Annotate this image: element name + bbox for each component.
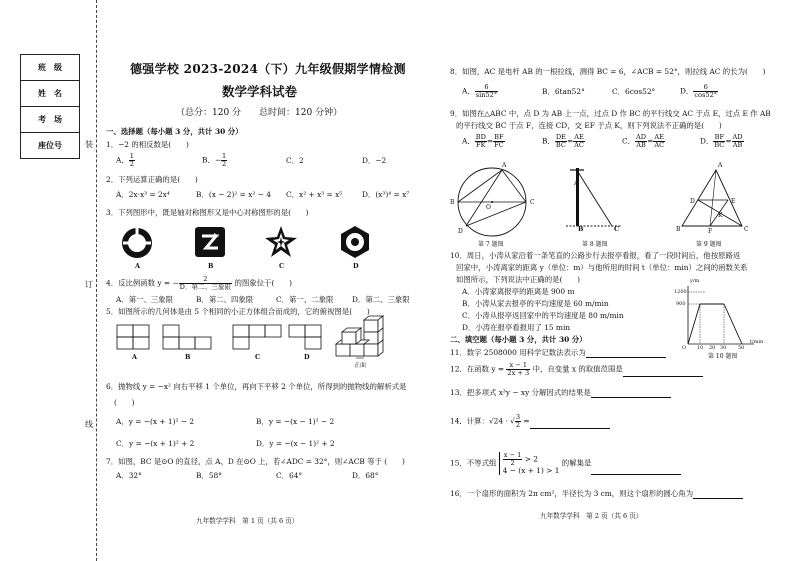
exam-room-label: 考 场 xyxy=(21,107,80,133)
q1-option-a: A． $\frac{1}{2}$ xyxy=(116,152,134,168)
q7-option-c: C．64° xyxy=(276,471,303,480)
q3-figure-a xyxy=(120,226,154,260)
fig7-label-c: C xyxy=(530,199,535,206)
seat-number-label: 座位号 xyxy=(21,133,80,159)
fig9-label-k: K xyxy=(718,212,723,219)
q8-option-b: B．6tan52° xyxy=(542,87,585,96)
q3-figure-d xyxy=(338,225,372,259)
q5-view-d xyxy=(288,324,324,352)
fig10-x-label: t/min xyxy=(750,339,764,345)
fig7-circle-diagram xyxy=(454,162,530,238)
q6-option-c: C．y = −(x + 1)² + 2 xyxy=(116,439,195,448)
fig9-label-b: B xyxy=(676,226,681,233)
q1-stem: 1．−2 的相反数是( ) xyxy=(106,140,189,149)
q6-stem-line2: ( ) xyxy=(114,398,135,407)
q2-option-c: C．x² + x³ = x⁵ xyxy=(286,190,343,199)
fig10-x-tick-30: 30 xyxy=(720,345,727,351)
fig10-x-tick-20: 20 xyxy=(709,345,716,351)
fig10-x-tick-50: 50 xyxy=(738,345,745,351)
exam-title: 德强学校 2023-2024（下）九年级假期学情检测 xyxy=(130,62,406,76)
q15: 15．不等式组 $\frac{x - 1}{2}$ > 2 4 − (x + 1) > 1 的解集是 xyxy=(450,452,681,475)
q8-option-d: D． $\frac{6}{\cos 52^\circ}$ xyxy=(680,83,718,99)
fig8-label-a: A xyxy=(574,179,579,187)
fig10-y-label: y/m xyxy=(690,278,700,284)
q1-option-b: B．− $\frac{1}{2}$ xyxy=(202,152,227,168)
q3-figure-b xyxy=(194,226,226,258)
q10-option-d: D．小涛在报亭看报用了 15 min xyxy=(462,323,571,332)
q10-stem-line1: 10．周日，小涛从家沿着一条笔直的公路步行去报亭看报，看了一段时间后，他按原路返 xyxy=(450,251,741,260)
q3-label-c: C xyxy=(279,262,285,270)
q5-label-d: D xyxy=(304,353,310,361)
page-2-footer: 九年数学学科 第 2 页（共 6 页） xyxy=(540,512,643,520)
q10-option-b: B．小涛从家去报亭的平均速度是 60 m/min xyxy=(462,299,609,308)
q4-stem: 4．反比例函数 y = − $\frac{2}{\text{D．第二、三象限}}$ 的图象位于( ) xyxy=(106,275,292,291)
q1-option-c: C．2 xyxy=(286,156,304,165)
q6-option-a: A．y = −(x + 1)² − 2 xyxy=(116,417,195,426)
q5-label-b: B xyxy=(185,353,191,361)
q4-option-b: B．第二、四象限 xyxy=(196,295,254,304)
q9-option-c: C． $\frac{AD}{AB}$ = $\frac{AE}{AC}$ xyxy=(622,133,665,149)
q11: 11．数字 2508000 用科学记数法表示为 xyxy=(450,348,666,358)
fig10-origin: O xyxy=(682,345,687,351)
q3-figure-c xyxy=(264,225,298,259)
fig8-pole-diagram xyxy=(566,164,622,230)
q4-option-c: C．第一、二象限 xyxy=(276,295,334,304)
q10-option-a: A．小涛家离报亭的距离是 900 m xyxy=(462,287,575,296)
q9-option-a: A． $\frac{BD}{FK}$ = $\frac{BF}{FC}$ xyxy=(462,133,504,149)
name-label: 姓 名 xyxy=(21,81,80,107)
q2-option-d: D．(x³)⁴ = x⁷ xyxy=(362,190,410,199)
q2-stem: 2．下列运算正确的是( ) xyxy=(106,175,198,184)
fig10-y-tick-1200: 1200 xyxy=(674,289,687,295)
student-info-table xyxy=(20,54,80,159)
q5-solid-figure xyxy=(334,316,396,362)
q7-option-b: B．58° xyxy=(196,471,222,480)
q2-option-a: A．2x·x³ = 2x⁴ xyxy=(116,190,170,199)
q3-label-a: A xyxy=(135,262,140,270)
fig9-label-a: A xyxy=(718,162,723,169)
q2-option-b: B．(x − 2)² = x² − 4 xyxy=(196,190,271,199)
fig7-label-o: O xyxy=(486,204,491,211)
fig10-y-tick-900: 900 xyxy=(676,301,686,307)
fig9-label-d: D xyxy=(690,198,695,205)
q1-option-d: D．−2 xyxy=(362,156,387,165)
exam-meta: （总分：120 分 总时间：120 分钟） xyxy=(176,108,343,118)
q5-label-c: C xyxy=(255,353,261,361)
section-1-title: 一、选择题（每小题 3 分，共计 30 分） xyxy=(106,127,243,136)
fig9-caption: 第 9 题图 xyxy=(696,241,722,248)
seal-char-3: 线 xyxy=(85,420,93,429)
q6-stem-line1: 6．抛物线 y = −x² 向右平移 1 个单位，再向下平移 2 个单位，所得到的抛物线的解析式是 xyxy=(106,382,407,391)
q10-stem-line3: 如图所示，下列说法中正确的是( ) xyxy=(456,275,581,284)
q14: 14．计算：√24 · √ $\frac{3}{2}$ = xyxy=(450,414,610,429)
q7-stem: 7．如图，BC 是⊙O 的直径，点 A、D 在⊙O 上，若∠ADC = 32°，则∠ACB 等于 ( ) xyxy=(106,457,405,466)
q5-stem: 5．如图所示的几何体是由 5 个相同的小正方体组合而成的，它的俯视图是( ) xyxy=(106,307,370,316)
q9-stem-line2: 的平行线交 BC 于点 F，连接 CD，交 EF 于点 K，则下列说法不正确的是( ) xyxy=(456,121,722,130)
fig10-caption: 第 10 题图 xyxy=(708,353,738,360)
fig10-x-tick-10: 10 xyxy=(697,345,704,351)
q5-view-a xyxy=(116,324,152,352)
q3-label-d: D xyxy=(353,262,359,270)
q8-option-c: C．6cos52° xyxy=(612,87,656,96)
q16: 16．一个扇形的面积为 2π cm²，半径长为 3 cm，则这个扇形的圆心角为 xyxy=(450,489,743,499)
q12: 12．在函数 y = $\frac{x - 1}{2x + 3}$ 中，自变量 x 的取值范围是 xyxy=(450,362,703,377)
q9-option-b: B． $\frac{DE}{BC}$ = $\frac{AE}{AC}$ xyxy=(542,133,584,149)
q4-option-d: D．第二、三象限 xyxy=(352,295,410,304)
q8-option-a: A． $\frac{6}{\sin 52^\circ}$ xyxy=(462,83,498,99)
q5-front-label: 正面 xyxy=(354,362,367,369)
exam-subtitle: 数学学科试卷 xyxy=(222,84,298,99)
q13: 13．把多项式 x³y − xy 分解因式的结果是 xyxy=(450,388,671,398)
q4-option-a: A．第一、三象限 xyxy=(116,295,174,304)
q3-stem: 3．下列图形中，既是轴对称图形又是中心对称图形的是( ) xyxy=(106,208,309,217)
section-2-title: 二、填空题（每小题 3 分，共计 30 分） xyxy=(450,335,587,344)
q7-option-d: D．68° xyxy=(352,471,379,480)
q5-label-a: A xyxy=(132,353,137,361)
fig8-caption: 第 8 题图 xyxy=(582,241,608,248)
q8-stem: 8．如图，AC 是电杆 AB 的一根拉线，测得 BC = 6，∠ACB = 52°，则拉线 AC 的长为( ) xyxy=(450,67,766,76)
q10-stem-line2: 回家中，小涛离家的距离 y（单位：m）与他所用的时间 t（单位：min）之间的函数关系 xyxy=(456,263,748,272)
seal-char-2: 订 xyxy=(85,280,93,289)
q6-option-d: D．y = −(x − 1)² + 2 xyxy=(256,439,335,448)
fig9-label-f: F xyxy=(708,228,713,235)
fig7-label-b: B xyxy=(450,199,455,206)
fig7-label-a: A xyxy=(502,162,507,169)
fig9-label-c: C xyxy=(744,226,749,233)
q3-label-b: B xyxy=(208,262,214,270)
q6-option-b: B．y = −(x − 1)² − 2 xyxy=(256,417,335,426)
q9-option-d: D． $\frac{BF}{BC}$ = $\frac{AD}{AB}$ xyxy=(700,133,743,149)
binding-line xyxy=(96,0,97,561)
seal-char-1: 装 xyxy=(85,140,93,149)
q7-option-a: A．32° xyxy=(116,471,142,480)
class-label: 班 级 xyxy=(21,55,80,81)
q5-view-c xyxy=(232,324,282,352)
q5-view-b xyxy=(162,324,212,352)
fig9-triangle-diagram xyxy=(678,166,748,232)
fig8-label-b: B xyxy=(578,225,584,233)
fig7-label-d: D xyxy=(458,228,463,235)
page-1-footer: 九年数学学科 第 1 页（共 6 页） xyxy=(196,517,299,525)
fig9-label-e: E xyxy=(731,198,736,205)
fig8-label-c: C xyxy=(614,225,620,233)
q9-stem-line1: 9．如图在△ABC 中，点 D 为 AB 上一点，过点 D 作 BC 的平行线交 AC 于点 E，过点 E 作 AB xyxy=(450,109,771,118)
fig7-caption: 第 7 题图 xyxy=(478,241,504,248)
q10-option-c: C．小涛从报亭返回家中的平均速度是 80 m/min xyxy=(462,311,624,320)
fig10-graph xyxy=(680,284,756,348)
